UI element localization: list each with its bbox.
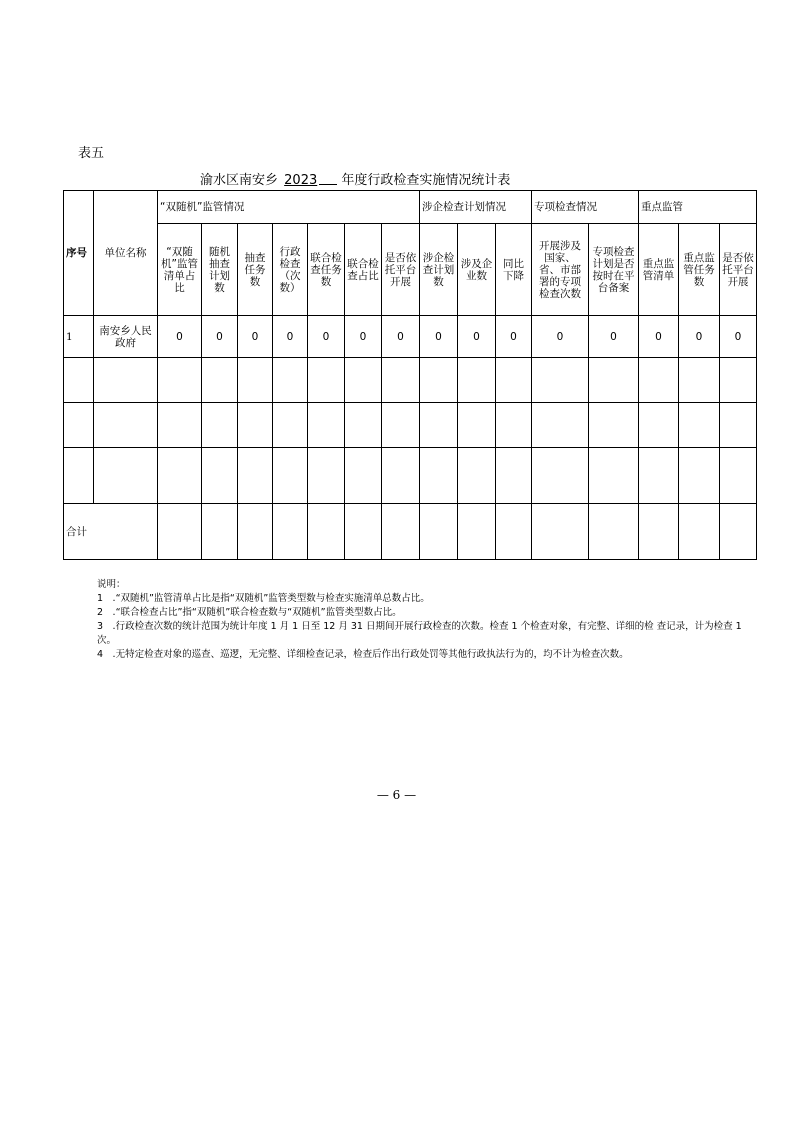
notes [75,578,755,662]
header-col-9: 涉及企业数 [458,224,496,316]
cell-value: 0 [382,316,420,358]
cell-value: 0 [308,316,345,358]
cell-value: 0 [679,316,720,358]
header-group-key-supervision: 重点监管 [639,191,757,224]
header-col-2: 随机抽查计划数 [202,224,238,316]
table-row-empty [64,403,757,448]
statistics-table [63,190,757,560]
note-item: 2 .“联合检查占比”指“双随机”联合检查数与“双随机”监管类型数占比。 [97,607,402,618]
cell-value: 0 [458,316,496,358]
title-suffix: 年度行政检查实施情况统计表 [341,173,511,188]
header-seq: 序号 [64,191,94,316]
header-col-3: 抽查任务数 [238,224,273,316]
note-item: 1 .“双随机”监管清单占比是指“双随机”监管类型数与检查实施清单总数占比。 [97,593,430,604]
header-group-enterprise-plan: 涉企检查计划情况 [420,191,532,224]
header-group-special-inspection: 专项检查情况 [532,191,639,224]
notes-heading: 说明： [97,579,126,590]
cell-value: 0 [496,316,532,358]
page-number: — 6 — [376,788,417,802]
title-year: 2023 [284,173,318,188]
table-row-total [64,504,757,560]
table-row-empty [64,448,757,504]
table-row-empty [64,358,757,403]
title-prefix: 渝水区南安乡 [200,173,279,188]
header-col-8: 涉企检查计划数 [420,224,458,316]
header-col-5: 联合检查任务数 [308,224,345,316]
header-col-4: 行政检查（次数） [273,224,308,316]
header-col-12: 专项检查计划是否按时在平台备案 [589,224,639,316]
header-col-6: 联合检查占比 [345,224,382,316]
header-group-row [64,191,757,224]
table-row [64,316,757,358]
header-col-7: 是否依托平台开展 [382,224,420,316]
header-column-row [64,224,757,316]
page-title [200,169,620,188]
cell-value: 0 [202,316,238,358]
header-col-15: 是否依托平台开展 [720,224,757,316]
cell-value: 0 [158,316,202,358]
header-col-11: 开展涉及国家、省、市部署的专项检查次数 [532,224,589,316]
header-col-10: 同比下降 [496,224,532,316]
cell-value: 0 [273,316,308,358]
cell-value: 0 [238,316,273,358]
note-item: 4 .无特定检查对象的巡查、巡逻，无完整、详细检查记录，检查后作出行政处罚等其他行政执法行为的，均不计为检查次数。 [97,649,629,660]
cell-value: 0 [532,316,589,358]
cell-value: 0 [420,316,458,358]
header-col-14: 重点监管任务数 [679,224,720,316]
header-group-double-random: “双随机”监管情况 [158,191,420,224]
row-unit-name: 南安乡人民政府 [94,316,158,358]
cell-value: 0 [345,316,382,358]
cell-value: 0 [720,316,757,358]
total-label: 合计 [64,504,158,560]
note-item: 3 .行政检查次数的统计范围为统计年度 1 月 1 日至 12 月 31 日期间开展行政检查的次数。检查 1 个检查对象，有完整、详细的检 查记录，计为检查 1 次。 [97,621,742,646]
row-seq: 1 [64,316,94,358]
cell-value: 0 [639,316,679,358]
table-label: 表五 [78,146,105,161]
cell-value: 0 [589,316,639,358]
header-col-1: “双随机”监管清单占比 [158,224,202,316]
header-unit-name: 单位名称 [94,191,158,316]
header-col-13: 重点监管清单 [639,224,679,316]
